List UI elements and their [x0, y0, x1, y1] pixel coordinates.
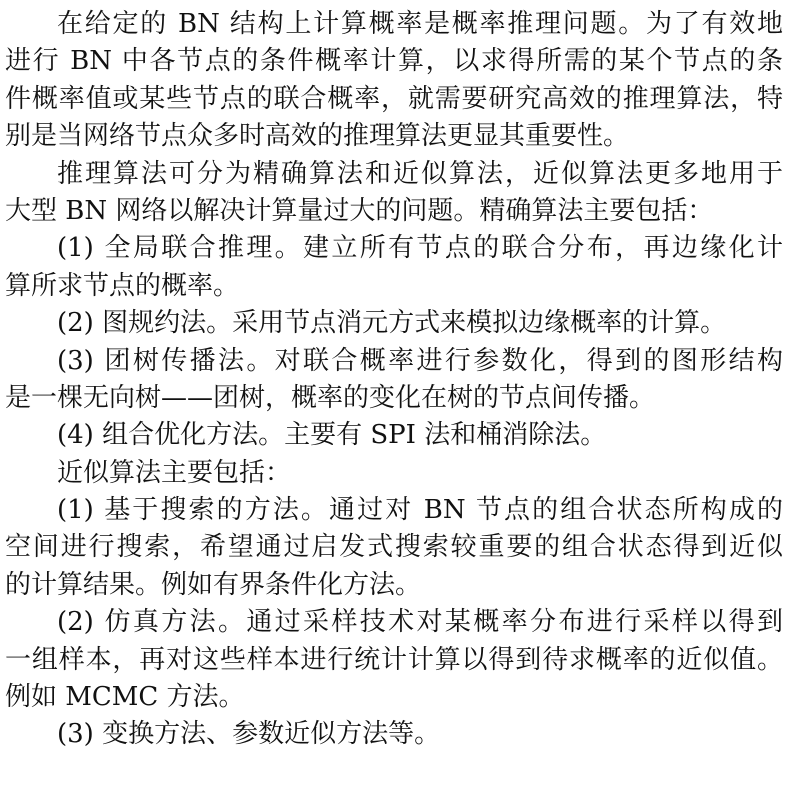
text-line: (1) 全局联合推理。建立所有节点的联合分布，再边缘化计: [57, 233, 783, 264]
text-line: 的计算结果。例如有界条件化方法。: [5, 569, 422, 600]
text-line: (2) 图规约法。采用节点消元方式来模拟边缘概率的计算。: [57, 308, 727, 339]
text-line: 例如 MCMC 方法。: [5, 682, 245, 713]
text-line: 件概率值或某些节点的联合概率，就需要研究高效的推理算法，特: [5, 83, 783, 114]
text-line: (3) 团树传播法。对联合概率进行参数化，得到的图形结构: [57, 345, 783, 376]
text-line: 算所求节点的概率。: [5, 270, 240, 301]
text-line: 空间进行搜索，希望通过启发式搜索较重要的组合状态得到近似: [5, 532, 783, 563]
text-line: (4) 组合优化方法。主要有 SPI 法和桶消除法。: [57, 420, 607, 451]
text-line: 别是当网络节点众多时高效的推理算法更显其重要性。: [5, 121, 630, 152]
text-line: (2) 仿真方法。通过采样技术对某概率分布进行采样以得到: [57, 607, 783, 638]
text-line: 近似算法主要包括：: [57, 457, 292, 488]
text-line: 一组样本，再对这些样本进行统计计算以得到待求概率的近似值。: [5, 644, 783, 675]
text-line: 大型 BN 网络以解决计算量过大的问题。精确算法主要包括：: [5, 195, 714, 226]
text-line: 进行 BN 中各节点的条件概率计算，以求得所需的某个节点的条: [5, 46, 783, 77]
text-line: 是一棵无向树——团树，概率的变化在树的节点间传播。: [5, 382, 656, 413]
text-line: (3) 变换方法、参数近似方法等。: [57, 719, 441, 750]
document-page: [5, 6, 783, 754]
text-line: 推理算法可分为精确算法和近似算法，近似算法更多地用于: [57, 158, 783, 189]
text-line: 在给定的 BN 结构上计算概率是概率推理问题。为了有效地: [57, 9, 783, 39]
text-line: (1) 基于搜索的方法。通过对 BN 节点的组合状态所构成的: [57, 495, 783, 526]
